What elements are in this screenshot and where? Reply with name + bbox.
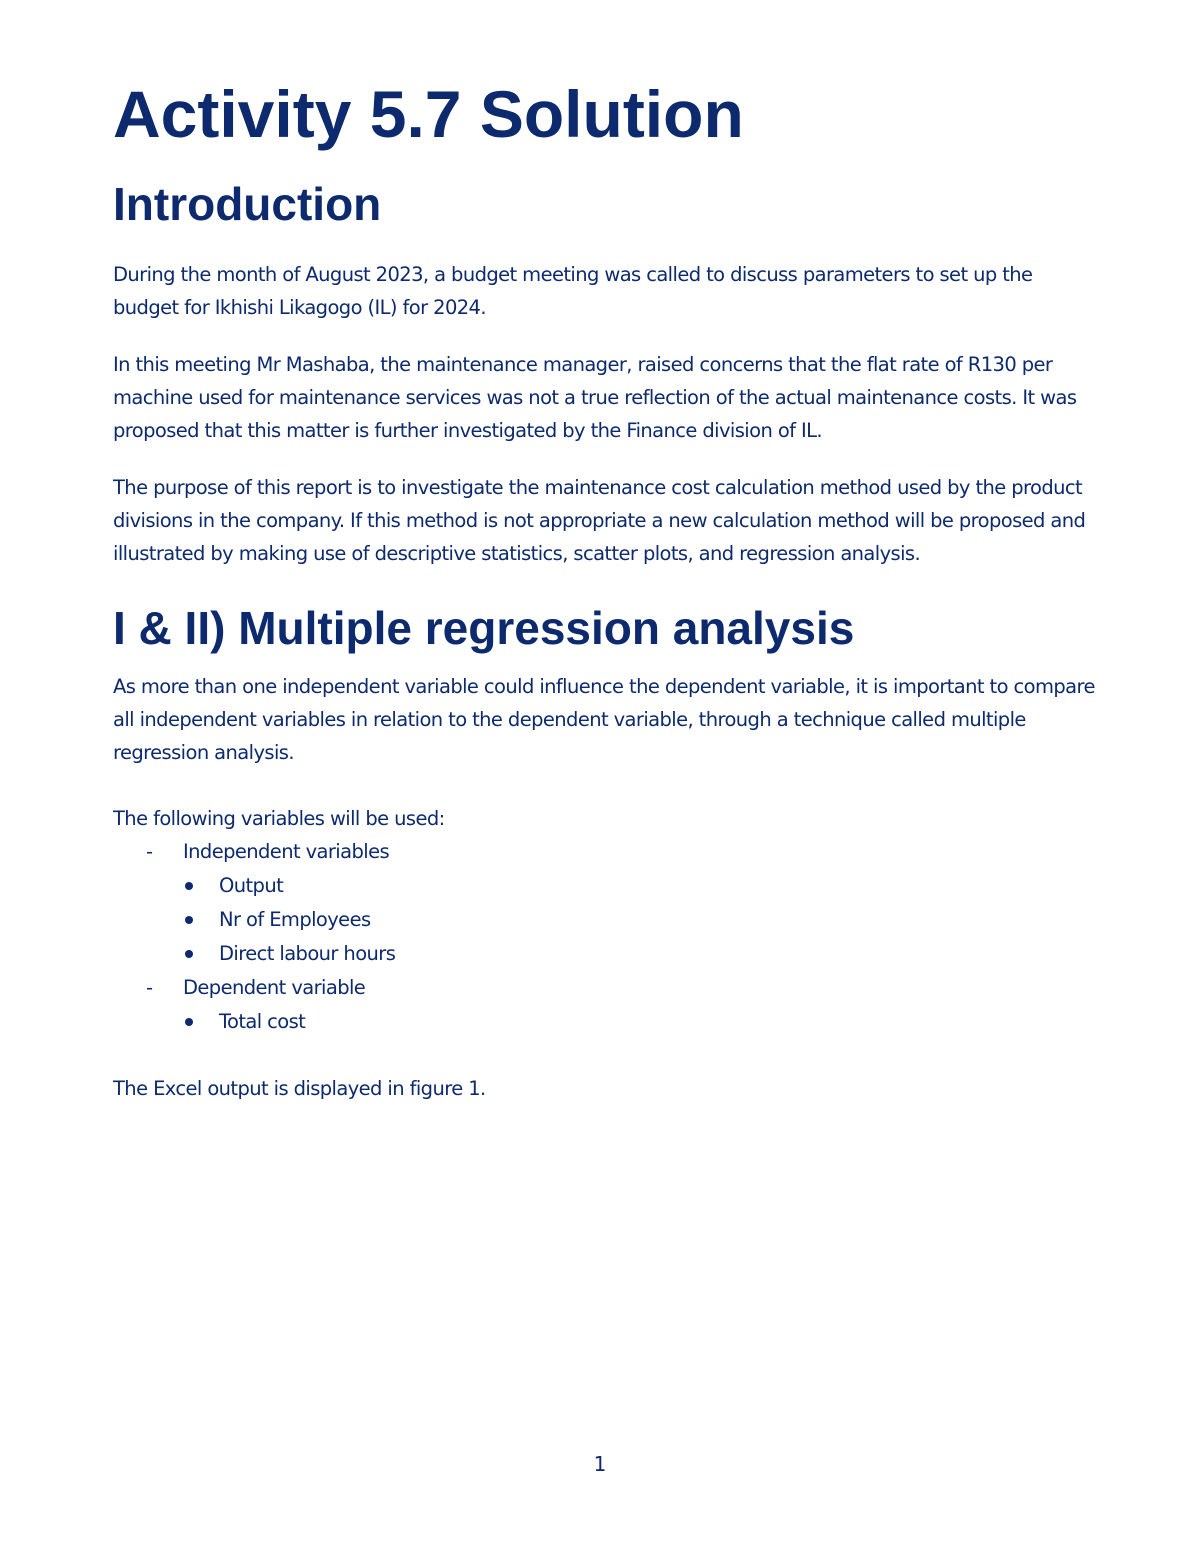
intro-paragraph-1: During the month of August 2023, a budget meeting was called to discuss parameters to set up the budget for Ikhishi Likagogo (IL) for 2024. (113, 263, 1033, 319)
bullet-icon (185, 916, 193, 924)
variable-group-dependent (113, 971, 1103, 1039)
variable-group-label: Dependent variable (183, 976, 366, 999)
independent-variables-list (183, 869, 1103, 971)
closing-paragraph: The Excel output is displayed in figure 1. (113, 1077, 486, 1100)
intro-paragraph-2: In this meeting Mr Mashaba, the maintenance manager, raised concerns that the flat rate of R130 per machine used for maintenance services was not a true reflection of the actual maintenance costs. It was proposed that this matter is further investigated by the Finance division of IL. (113, 353, 1077, 442)
list-item (183, 869, 1103, 903)
bullet-icon (185, 950, 193, 958)
regression-heading: I & II) Multiple regression analysis (113, 602, 855, 654)
intro-paragraph-3: The purpose of this report is to investigate the maintenance cost calculation method used by the product divisions in the company. If this method is not appropriate a new calculation method will be proposed and illustrated by making use of descriptive statistics, scatter plots, and regression analysis. (113, 476, 1086, 565)
variables-list (113, 835, 1103, 1039)
page-content (113, 78, 1103, 1105)
list-item (183, 937, 1103, 971)
regression-intro-paragraph: As more than one independent variable could influence the dependent variable, it is important to compare all independent variables in relation to the dependent variable, through a technique called multiple regression analysis. (113, 675, 1095, 764)
list-item (183, 1005, 1103, 1039)
bullet-icon (185, 882, 193, 890)
variable-group-label: Independent variables (183, 840, 390, 863)
dash-marker: - (146, 976, 153, 999)
page-number: 1 (593, 1452, 607, 1476)
variables-lead-text: The following variables will be used: (113, 807, 445, 830)
bullet-icon (185, 1018, 193, 1026)
list-item-text: Direct labour hours (219, 942, 396, 965)
list-item (183, 903, 1103, 937)
dependent-variables-list (183, 1005, 1103, 1039)
list-item-text: Total cost (219, 1010, 306, 1033)
introduction-heading: Introduction (113, 178, 382, 230)
list-item-text: Output (219, 874, 284, 897)
list-item-text: Nr of Employees (219, 908, 371, 931)
variable-group-independent (113, 835, 1103, 971)
dash-marker: - (146, 840, 153, 863)
document-title: Activity 5.7 Solution (113, 77, 744, 151)
